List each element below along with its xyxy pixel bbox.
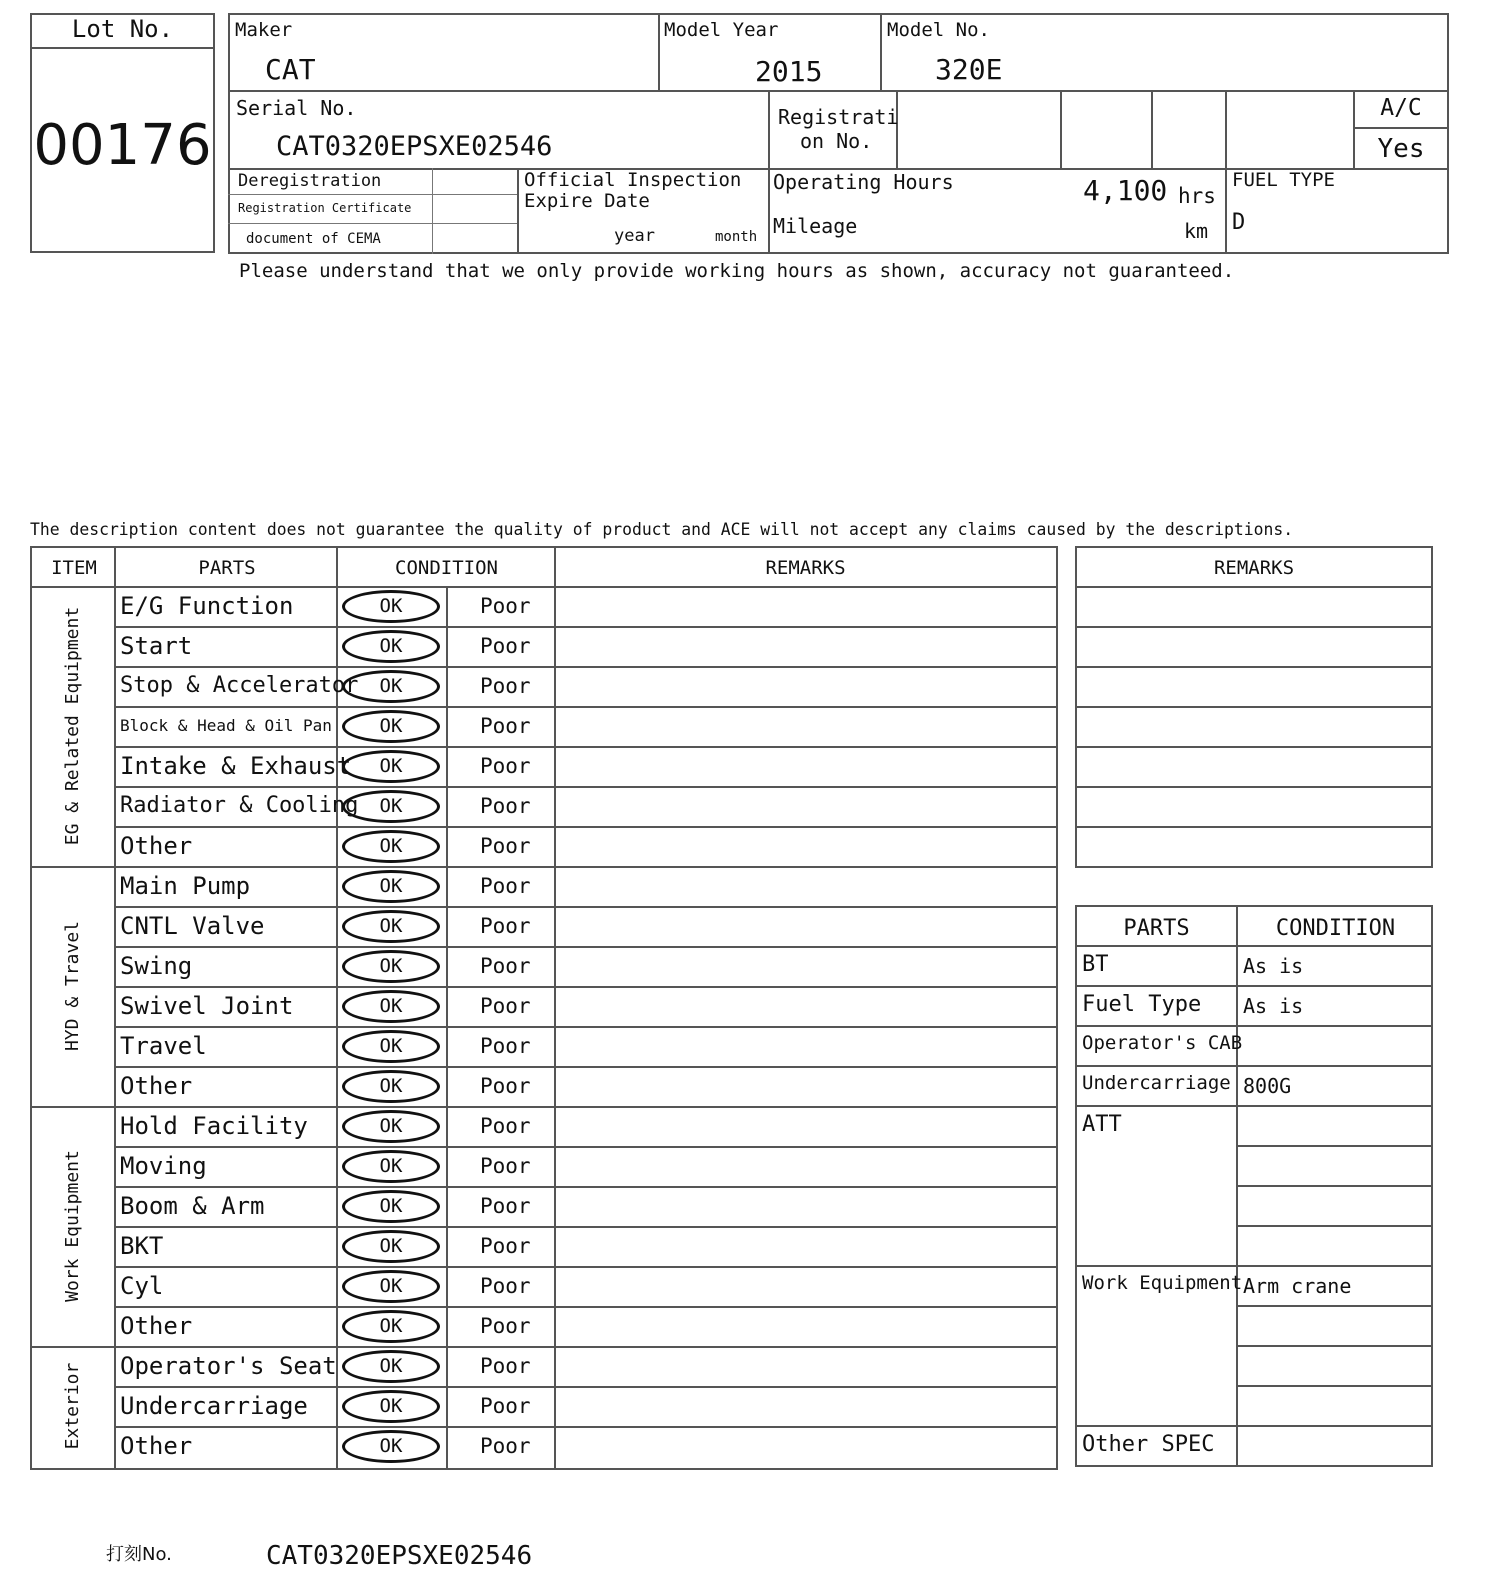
poor-option[interactable]: Poor bbox=[480, 1434, 531, 1458]
remarks-cell[interactable] bbox=[556, 1186, 1056, 1226]
header-line bbox=[228, 194, 517, 195]
ok-circled-option[interactable]: OK bbox=[342, 750, 440, 783]
part-name: Hold Facility bbox=[120, 1112, 308, 1140]
condition-header: CONDITION bbox=[395, 557, 498, 579]
model-year-value: 2015 bbox=[755, 55, 823, 88]
poor-option[interactable]: Poor bbox=[480, 674, 531, 698]
remarks-cell[interactable] bbox=[556, 946, 1056, 986]
remarks-cell[interactable] bbox=[556, 1106, 1056, 1146]
ok-circled-option[interactable]: OK bbox=[342, 1150, 440, 1183]
ac-label: A/C bbox=[1380, 95, 1422, 121]
maker-label: Maker bbox=[235, 19, 293, 41]
group-label: Work Equipment bbox=[62, 1150, 83, 1302]
km-unit: km bbox=[1184, 219, 1209, 243]
poor-option[interactable]: Poor bbox=[480, 594, 531, 618]
ok-circled-option[interactable]: OK bbox=[342, 950, 440, 983]
poor-option[interactable]: Poor bbox=[480, 714, 531, 738]
fuel-type-value: D bbox=[1232, 210, 1246, 235]
ok-circled-option[interactable]: OK bbox=[342, 910, 440, 943]
part-name: Other bbox=[120, 1072, 193, 1100]
part-name: Cyl bbox=[120, 1272, 164, 1300]
poor-option[interactable]: Poor bbox=[480, 1194, 531, 1218]
spec-subrow-divider bbox=[1238, 1145, 1431, 1147]
spec-row-divider bbox=[1077, 1265, 1431, 1267]
header-line bbox=[880, 13, 882, 90]
remarks-cell[interactable] bbox=[556, 1146, 1056, 1186]
stamp-label: 打刻No. bbox=[106, 1544, 172, 1565]
right-remarks-row[interactable] bbox=[1077, 586, 1431, 626]
poor-option[interactable]: Poor bbox=[480, 1394, 531, 1418]
remarks-cell[interactable] bbox=[556, 1226, 1056, 1266]
ok-circled-option[interactable]: OK bbox=[342, 790, 440, 823]
remarks-cell[interactable] bbox=[556, 826, 1056, 866]
spec-part: Work Equipment bbox=[1082, 1272, 1243, 1294]
ok-circled-option[interactable]: OK bbox=[342, 1270, 440, 1303]
part-name: Radiator & Cooling bbox=[120, 793, 359, 818]
serial-label: Serial No. bbox=[236, 96, 357, 120]
group-label: HYD & Travel bbox=[62, 920, 83, 1052]
remarks-cell[interactable] bbox=[556, 786, 1056, 826]
spec-row-divider bbox=[1077, 945, 1431, 947]
ok-circled-option[interactable]: OK bbox=[342, 870, 440, 903]
spec-subrow-divider bbox=[1238, 1385, 1431, 1387]
poor-option[interactable]: Poor bbox=[480, 1274, 531, 1298]
header-line bbox=[1060, 90, 1062, 168]
right-remarks-row[interactable] bbox=[1077, 826, 1431, 866]
poor-option[interactable]: Poor bbox=[480, 834, 531, 858]
model-year-label: Model Year bbox=[664, 19, 779, 41]
part-name: Swivel Joint bbox=[120, 992, 294, 1020]
poor-option[interactable]: Poor bbox=[480, 874, 531, 898]
remarks-cell[interactable] bbox=[556, 1266, 1056, 1306]
remarks-cell[interactable] bbox=[556, 1066, 1056, 1106]
header-line bbox=[228, 223, 517, 224]
remarks-cell[interactable] bbox=[556, 746, 1056, 786]
poor-option[interactable]: Poor bbox=[480, 1354, 531, 1378]
header-line bbox=[517, 168, 519, 254]
maker-value: CAT bbox=[265, 53, 316, 86]
spec-table bbox=[1075, 905, 1433, 1467]
part-name: E/G Function bbox=[120, 592, 294, 620]
fuel-type-label: FUEL TYPE bbox=[1232, 169, 1335, 191]
remarks-cell[interactable] bbox=[556, 1306, 1056, 1346]
spec-row-divider bbox=[1077, 1425, 1431, 1427]
month-label: month bbox=[715, 229, 758, 245]
ok-circled-option[interactable]: OK bbox=[342, 1390, 440, 1423]
right-remarks-row[interactable] bbox=[1077, 626, 1431, 666]
inspection-label-2: Expire Date bbox=[524, 190, 650, 212]
right-remarks-row[interactable] bbox=[1077, 746, 1431, 786]
ok-circled-option[interactable]: OK bbox=[342, 1030, 440, 1063]
hours-notice: Please understand that we only provide working hours as shown, accuracy not guaranteed. bbox=[239, 260, 1235, 282]
remarks-cell[interactable] bbox=[556, 586, 1056, 626]
ok-circled-option[interactable]: OK bbox=[342, 990, 440, 1023]
operating-hours-label: Operating Hours bbox=[773, 170, 954, 194]
header-line bbox=[1225, 90, 1227, 254]
remarks-cell[interactable] bbox=[556, 1346, 1056, 1386]
remarks-cell[interactable] bbox=[556, 986, 1056, 1026]
spec-condition[interactable]: As is bbox=[1243, 994, 1304, 1018]
poor-option[interactable]: Poor bbox=[480, 1034, 531, 1058]
spec-row-divider bbox=[1077, 1025, 1431, 1027]
ok-circled-option[interactable]: OK bbox=[342, 830, 440, 863]
ok-circled-option[interactable]: OK bbox=[342, 590, 440, 623]
header-line bbox=[658, 13, 660, 90]
disclaimer: The description content does not guarantee the quality of product and ACE will not accept any claims caused by the descriptions. bbox=[30, 520, 1294, 539]
operating-hours-value: 4,100 bbox=[1083, 174, 1168, 207]
spec-subrow-divider bbox=[1238, 1225, 1431, 1227]
group-label: Exterior bbox=[62, 1362, 83, 1450]
remarks-cell[interactable] bbox=[556, 706, 1056, 746]
spec-condition-header: CONDITION bbox=[1275, 916, 1396, 941]
header-line bbox=[228, 90, 1449, 92]
spec-part: BT bbox=[1082, 952, 1109, 977]
ok-circled-option[interactable]: OK bbox=[342, 1310, 440, 1343]
remarks-cell[interactable] bbox=[556, 906, 1056, 946]
remarks-cell[interactable] bbox=[556, 866, 1056, 906]
spec-subrow-divider bbox=[1238, 1305, 1431, 1307]
remarks-cell[interactable] bbox=[556, 1026, 1056, 1066]
header-line bbox=[432, 168, 433, 254]
right-remarks-table bbox=[1075, 546, 1433, 868]
ok-circled-option[interactable]: OK bbox=[342, 1190, 440, 1223]
ok-circled-option[interactable]: OK bbox=[342, 710, 440, 743]
stamp-value: CAT0320EPSXE02546 bbox=[266, 1541, 533, 1571]
remarks-cell[interactable] bbox=[556, 1386, 1056, 1426]
spec-condition[interactable]: As is bbox=[1243, 954, 1304, 978]
spec-part: Undercarriage bbox=[1082, 1072, 1231, 1094]
poor-option[interactable]: Poor bbox=[480, 1314, 531, 1338]
part-name: Undercarriage bbox=[120, 1392, 308, 1420]
year-label: year bbox=[614, 226, 655, 246]
inspection-table bbox=[30, 546, 1058, 1470]
registration-label-1: Registrati bbox=[778, 105, 899, 129]
part-name: Boom & Arm bbox=[120, 1192, 265, 1220]
deregistration-label: Deregistration bbox=[238, 171, 382, 191]
inspection-label-1: Official Inspection bbox=[524, 169, 742, 191]
mileage-label: Mileage bbox=[773, 214, 858, 238]
spec-condition[interactable]: Arm crane bbox=[1243, 1274, 1352, 1298]
lot-label: Lot No. bbox=[71, 15, 174, 43]
ok-circled-option[interactable]: OK bbox=[342, 630, 440, 663]
lot-label-divider bbox=[30, 47, 215, 49]
part-name: Swing bbox=[120, 952, 193, 980]
part-name: Operator's Seat bbox=[120, 1352, 337, 1380]
remarks-cell[interactable] bbox=[556, 626, 1056, 666]
ok-circled-option[interactable]: OK bbox=[342, 1070, 440, 1103]
poor-option[interactable]: Poor bbox=[480, 794, 531, 818]
poor-option[interactable]: Poor bbox=[480, 634, 531, 658]
spec-row-divider bbox=[1077, 1105, 1431, 1107]
right-remarks-header: REMARKS bbox=[1213, 557, 1295, 579]
spec-parts-header: PARTS bbox=[1123, 916, 1190, 941]
header-line bbox=[1151, 90, 1153, 168]
ac-value: Yes bbox=[1377, 134, 1425, 164]
spec-part: ATT bbox=[1082, 1112, 1122, 1137]
part-name: Other bbox=[120, 1432, 193, 1460]
right-remarks-row[interactable] bbox=[1077, 666, 1431, 706]
group-label: EG & Related Equipment bbox=[62, 606, 83, 846]
poor-option[interactable]: Poor bbox=[480, 1074, 531, 1098]
part-name: Other bbox=[120, 1312, 193, 1340]
poor-option[interactable]: Poor bbox=[480, 994, 531, 1018]
cema-label: document of CEMA bbox=[246, 231, 381, 247]
ok-circled-option[interactable]: OK bbox=[342, 1350, 440, 1383]
part-name: Block & Head & Oil Pan bbox=[120, 716, 332, 735]
ok-circled-option[interactable]: OK bbox=[342, 1230, 440, 1263]
part-name: Main Pump bbox=[120, 872, 251, 900]
remarks-cell[interactable] bbox=[556, 666, 1056, 706]
part-name: Start bbox=[120, 632, 193, 660]
poor-option[interactable]: Poor bbox=[480, 754, 531, 778]
spec-subrow-divider bbox=[1238, 1345, 1431, 1347]
registration-label-2: on No. bbox=[800, 129, 873, 153]
remarks-header: REMARKS bbox=[765, 557, 846, 579]
part-name: Intake & Exhaust bbox=[120, 752, 352, 780]
hrs-unit: hrs bbox=[1178, 184, 1216, 208]
part-name: CNTL Valve bbox=[120, 912, 265, 940]
spec-row-divider bbox=[1077, 985, 1431, 987]
remarks-cell[interactable] bbox=[556, 1426, 1056, 1466]
registration-certificate-label: Registration Certificate bbox=[238, 201, 412, 215]
part-name: BKT bbox=[120, 1232, 164, 1260]
header-line bbox=[1353, 127, 1449, 129]
ok-circled-option[interactable]: OK bbox=[342, 1110, 440, 1143]
model-no-label: Model No. bbox=[887, 19, 990, 41]
model-no-value: 320E bbox=[935, 53, 1003, 86]
spec-part: Fuel Type bbox=[1082, 992, 1202, 1017]
lot-number: 00176 bbox=[33, 113, 212, 178]
column-line bbox=[114, 548, 116, 1468]
spec-subrow-divider bbox=[1238, 1185, 1431, 1187]
part-name: Moving bbox=[120, 1152, 207, 1180]
poor-option[interactable]: Poor bbox=[480, 1114, 531, 1138]
parts-header: PARTS bbox=[198, 557, 256, 579]
spec-condition[interactable]: 800G bbox=[1243, 1074, 1292, 1098]
part-name: Stop & Accelerator bbox=[120, 673, 359, 698]
right-remarks-row[interactable] bbox=[1077, 706, 1431, 746]
ok-circled-option[interactable]: OK bbox=[342, 1430, 440, 1463]
poor-option[interactable]: Poor bbox=[480, 1154, 531, 1178]
poor-option[interactable]: Poor bbox=[480, 1234, 531, 1258]
spec-row-divider bbox=[1077, 1065, 1431, 1067]
ok-circled-option[interactable]: OK bbox=[342, 670, 440, 703]
serial-value: CAT0320EPSXE02546 bbox=[276, 131, 553, 162]
spec-part: Other SPEC bbox=[1082, 1432, 1215, 1457]
part-name: Travel bbox=[120, 1032, 207, 1060]
poor-option[interactable]: Poor bbox=[480, 914, 531, 938]
header-line bbox=[896, 90, 898, 168]
part-name: Other bbox=[120, 832, 193, 860]
item-header: ITEM bbox=[51, 557, 97, 579]
header-line bbox=[768, 90, 770, 254]
poor-option[interactable]: Poor bbox=[480, 954, 531, 978]
right-remarks-row[interactable] bbox=[1077, 786, 1431, 826]
spec-part: Operator's CAB bbox=[1082, 1032, 1243, 1054]
